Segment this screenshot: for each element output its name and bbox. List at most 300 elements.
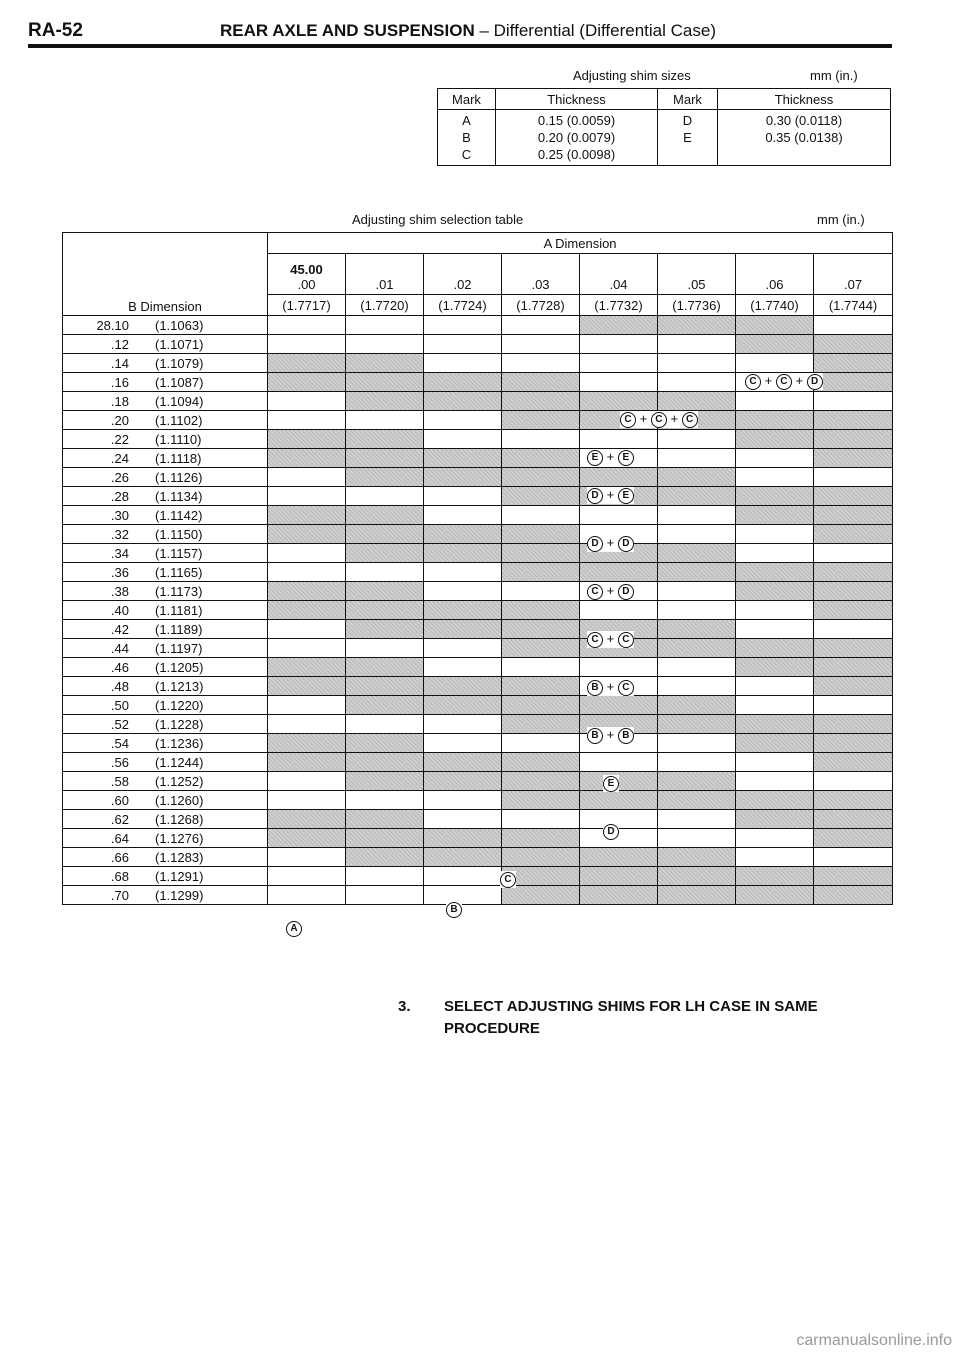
b-dimension-row xyxy=(63,601,893,620)
b-dimension-in: (1.1142) xyxy=(155,507,203,523)
b-dimension-row xyxy=(63,544,893,563)
shim-cell xyxy=(502,829,580,848)
shim-cell xyxy=(814,810,893,829)
shim-cell xyxy=(502,373,580,392)
shim-cell xyxy=(346,639,424,658)
shim-combination xyxy=(620,411,698,428)
a-dimension-column-mm xyxy=(736,254,814,295)
b-dimension-row xyxy=(63,867,893,886)
shim-thickness: 0.15 (0.0059) xyxy=(537,113,616,128)
shim-cell xyxy=(268,468,346,487)
shim-cell xyxy=(346,829,424,848)
b-dimension-mm: .54 xyxy=(110,735,129,751)
b-dimension-in: (1.1197) xyxy=(155,640,203,656)
b-dimension-in: (1.1079) xyxy=(155,355,204,371)
b-dimension-row xyxy=(63,430,893,449)
shim-cell xyxy=(658,468,736,487)
b-dimension-mm: .70 xyxy=(110,887,129,903)
shim-cell xyxy=(658,677,736,696)
shim-cell xyxy=(268,715,346,734)
shim-cell xyxy=(580,867,658,886)
shim-cell xyxy=(658,563,736,582)
shim-cell xyxy=(736,316,814,335)
shim-mark-circle: C xyxy=(587,584,603,600)
shim-cell xyxy=(814,392,893,411)
shim-cell xyxy=(580,335,658,354)
b-dimension-row xyxy=(63,354,893,373)
shim-cell xyxy=(658,810,736,829)
shim-cell xyxy=(580,601,658,620)
plus-sign: + xyxy=(603,583,618,598)
shim-cell xyxy=(502,411,580,430)
b-dimension-mm: .68 xyxy=(110,868,129,884)
shim-cell xyxy=(814,620,893,639)
plus-sign: + xyxy=(603,487,618,502)
b-dimension-row xyxy=(63,563,893,582)
shim-cell xyxy=(658,886,736,905)
shim-cell xyxy=(736,487,814,506)
header-thickness: Thickness xyxy=(496,89,658,110)
shim-cell xyxy=(424,734,502,753)
selection-table-unit: mm (in.) xyxy=(817,212,865,227)
b-dimension-value xyxy=(63,848,268,867)
shim-cell xyxy=(268,563,346,582)
shim-cell xyxy=(424,620,502,639)
shim-cell xyxy=(736,772,814,791)
b-dimension-mm: .64 xyxy=(110,830,129,846)
shim-mark: C xyxy=(461,147,472,162)
b-dimension-in: (1.1118) xyxy=(155,450,202,466)
shim-cell xyxy=(502,354,580,373)
b-dimension-value xyxy=(63,734,268,753)
shim-cell xyxy=(814,753,893,772)
shim-cell xyxy=(736,525,814,544)
shim-cell xyxy=(658,791,736,810)
b-dimension-mm: .66 xyxy=(110,849,129,865)
section-title-sub: – Differential (Differential Case) xyxy=(479,21,716,40)
shim-cell xyxy=(268,506,346,525)
b-dimension-row xyxy=(63,810,893,829)
plus-sign: + xyxy=(666,411,682,426)
b-dimension-value xyxy=(63,677,268,696)
shim-mark-circle: C xyxy=(618,680,634,696)
b-dimension-in: (1.1071) xyxy=(155,336,204,352)
a-dimension-column-mm xyxy=(268,254,346,295)
b-dimension-row xyxy=(63,677,893,696)
plus-sign: + xyxy=(603,535,618,550)
a-dimension-in: (1.7736) xyxy=(658,295,736,316)
shim-cell xyxy=(346,753,424,772)
shim-cell xyxy=(424,335,502,354)
header-mark: Mark xyxy=(438,89,496,110)
shim-mark-circle: C xyxy=(745,374,761,390)
shim-cell xyxy=(268,658,346,677)
b-dimension-row xyxy=(63,696,893,715)
shim-cell xyxy=(736,867,814,886)
shim-cell xyxy=(502,886,580,905)
b-dimension-in: (1.1173) xyxy=(155,583,203,599)
b-dimension-mm: .26 xyxy=(110,469,129,485)
a-dimension-mm: .03 xyxy=(531,277,550,292)
shim-cell xyxy=(736,753,814,772)
shim-cell xyxy=(658,525,736,544)
shim-cell xyxy=(346,810,424,829)
shim-cell xyxy=(502,506,580,525)
shim-cell xyxy=(814,335,893,354)
b-dimension-mm: .40 xyxy=(110,602,129,618)
thickness-column-right xyxy=(718,110,891,166)
shim-combination xyxy=(745,373,823,390)
shim-mark-circle: B xyxy=(587,728,603,744)
b-dimension-value xyxy=(63,316,268,335)
b-dimension-mm: .60 xyxy=(110,792,129,808)
b-dimension-row xyxy=(63,715,893,734)
shim-cell xyxy=(268,354,346,373)
b-dimension-in: (1.1220) xyxy=(155,697,204,713)
shim-combination xyxy=(587,583,634,600)
shim-cell xyxy=(658,639,736,658)
b-dimension-in: (1.1268) xyxy=(155,811,204,827)
shim-cell xyxy=(346,696,424,715)
shim-mark-circle: C xyxy=(587,632,603,648)
shim-cell xyxy=(658,506,736,525)
a-dimension-mm: .04 xyxy=(609,277,628,292)
shim-mark-circle: B xyxy=(446,902,462,918)
section-title xyxy=(220,21,716,41)
shim-cell xyxy=(736,506,814,525)
shim-cell xyxy=(424,848,502,867)
b-dimension-row xyxy=(63,411,893,430)
shim-cell xyxy=(658,582,736,601)
shim-cell xyxy=(502,601,580,620)
b-dimension-mm: .46 xyxy=(110,659,129,675)
shim-mark: A xyxy=(462,113,471,128)
shim-thickness: 0.30 (0.0118) xyxy=(765,113,843,128)
shim-mark-circle: E xyxy=(587,450,603,466)
shim-combination xyxy=(603,775,619,792)
shim-cell xyxy=(580,563,658,582)
plus-sign: + xyxy=(603,449,618,464)
shim-cell xyxy=(268,335,346,354)
shim-mark-circle: C xyxy=(776,374,792,390)
b-dimension-mm: .42 xyxy=(110,621,129,637)
section-title-main: REAR AXLE AND SUSPENSION xyxy=(220,21,475,40)
shim-cell xyxy=(424,810,502,829)
shim-cell xyxy=(814,848,893,867)
a-dimension-column-mm xyxy=(658,254,736,295)
b-dimension-value xyxy=(63,715,268,734)
shim-cell xyxy=(424,639,502,658)
shim-cell xyxy=(736,354,814,373)
shim-cell xyxy=(268,791,346,810)
shim-cell xyxy=(424,601,502,620)
shim-cell xyxy=(424,544,502,563)
b-dimension-value xyxy=(63,487,268,506)
b-dimension-row xyxy=(63,487,893,506)
shim-cell xyxy=(658,848,736,867)
shim-cell xyxy=(502,582,580,601)
shim-cell xyxy=(736,620,814,639)
shim-cell xyxy=(268,696,346,715)
b-dimension-mm: .12 xyxy=(110,336,129,352)
b-dimension-row xyxy=(63,658,893,677)
b-dimension-value xyxy=(63,791,268,810)
b-dimension-row xyxy=(63,734,893,753)
shim-cell xyxy=(424,772,502,791)
b-dimension-value xyxy=(63,696,268,715)
shim-sizes-table xyxy=(437,88,891,166)
a-dimension-mm: .00 xyxy=(297,277,316,292)
shim-cell xyxy=(424,791,502,810)
b-dimension-in: (1.1283) xyxy=(155,849,204,865)
shim-cell xyxy=(502,468,580,487)
shim-cell xyxy=(502,620,580,639)
shim-cell xyxy=(580,316,658,335)
shim-mark-circle: D xyxy=(618,584,634,600)
shim-cell xyxy=(502,449,580,468)
shim-mark-circle: B xyxy=(587,680,603,696)
shim-cell xyxy=(580,354,658,373)
b-dimension-in: (1.1228) xyxy=(155,716,204,732)
shim-cell xyxy=(346,848,424,867)
shim-cell xyxy=(814,544,893,563)
b-dimension-mm: .30 xyxy=(110,507,129,523)
shim-cell xyxy=(814,563,893,582)
shim-cell xyxy=(658,867,736,886)
shim-cell xyxy=(268,525,346,544)
b-dimension-in: (1.1244) xyxy=(155,754,204,770)
shim-cell xyxy=(580,886,658,905)
b-dimension-value xyxy=(63,563,268,582)
shim-cell xyxy=(502,772,580,791)
b-dimension-mm: .16 xyxy=(110,374,129,390)
shim-cell xyxy=(814,449,893,468)
shim-cell xyxy=(424,677,502,696)
shim-cell xyxy=(502,430,580,449)
shim-cell xyxy=(424,411,502,430)
plus-sign: + xyxy=(603,631,618,646)
shim-cell xyxy=(580,430,658,449)
shim-cell xyxy=(736,658,814,677)
shim-cell xyxy=(346,867,424,886)
b-dimension-value xyxy=(63,810,268,829)
shim-mark-circle: E xyxy=(603,776,619,792)
shim-cell xyxy=(502,316,580,335)
shim-cell xyxy=(346,563,424,582)
shim-cell xyxy=(736,411,814,430)
a-dimension-column-mm xyxy=(424,254,502,295)
b-dimension-row xyxy=(63,468,893,487)
a-dimension-in: (1.7744) xyxy=(814,295,893,316)
b-dimension-in: (1.1150) xyxy=(155,526,203,542)
b-dimension-rows xyxy=(63,316,893,905)
header-thickness: Thickness xyxy=(718,89,891,110)
b-dimension-in: (1.1134) xyxy=(155,488,203,504)
shim-cell xyxy=(268,734,346,753)
shim-cell xyxy=(502,734,580,753)
b-dimension-row xyxy=(63,639,893,658)
shim-cell xyxy=(268,867,346,886)
shim-cell xyxy=(580,696,658,715)
shim-cell xyxy=(502,810,580,829)
a-dimension-column-mm xyxy=(346,254,424,295)
b-dimension-mm: .18 xyxy=(110,393,129,409)
shim-cell xyxy=(502,392,580,411)
shim-cell xyxy=(658,487,736,506)
shim-cell xyxy=(346,544,424,563)
b-dimension-row xyxy=(63,620,893,639)
shim-cell xyxy=(502,753,580,772)
shim-cell xyxy=(424,449,502,468)
shim-cell xyxy=(346,677,424,696)
shim-cell xyxy=(580,392,658,411)
shim-cell xyxy=(346,411,424,430)
a-dimension-in: (1.7720) xyxy=(346,295,424,316)
shim-combination xyxy=(587,449,634,466)
b-dimension-mm: .32 xyxy=(110,526,129,542)
b-dimension-value xyxy=(63,506,268,525)
a-dimension-column-mm xyxy=(580,254,658,295)
plus-sign: + xyxy=(791,373,807,388)
shim-cell xyxy=(268,753,346,772)
a-dimension-in: (1.7717) xyxy=(268,295,346,316)
shim-cell xyxy=(736,715,814,734)
shim-cell xyxy=(736,601,814,620)
shim-cell xyxy=(346,392,424,411)
shim-cell xyxy=(814,373,893,392)
b-dimension-value xyxy=(63,620,268,639)
watermark: carmanualsonline.info xyxy=(796,1332,952,1349)
b-dimension-mm: .50 xyxy=(110,697,129,713)
b-dimension-value xyxy=(63,658,268,677)
b-dimension-in: (1.1236) xyxy=(155,735,204,751)
shim-cell xyxy=(424,582,502,601)
shim-cell xyxy=(268,487,346,506)
shim-cell xyxy=(346,601,424,620)
shim-cell xyxy=(502,544,580,563)
shim-cell xyxy=(658,601,736,620)
shim-cell xyxy=(658,544,736,563)
shim-combination xyxy=(286,920,302,937)
shim-cell xyxy=(424,753,502,772)
b-dimension-value xyxy=(63,449,268,468)
b-dimension-in: (1.1087) xyxy=(155,374,204,390)
shim-thickness: 0.35 (0.0138) xyxy=(765,130,843,145)
shim-mark-circle: A xyxy=(286,921,302,937)
shim-cell xyxy=(814,734,893,753)
shim-mark-circle: D xyxy=(618,536,634,552)
shim-cell xyxy=(268,829,346,848)
shim-mark: D xyxy=(682,113,693,128)
shim-mark-circle: D xyxy=(587,536,603,552)
shim-cell xyxy=(268,810,346,829)
shim-cell xyxy=(424,829,502,848)
shim-cell xyxy=(346,715,424,734)
shim-cell xyxy=(268,430,346,449)
plus-sign: + xyxy=(761,373,776,388)
shim-selection-table xyxy=(62,232,893,905)
shim-cell xyxy=(814,829,893,848)
shim-combination xyxy=(587,631,634,648)
shim-mark-circle: C xyxy=(682,412,698,428)
b-dimension-value xyxy=(63,411,268,430)
shim-cell xyxy=(736,430,814,449)
shim-cell xyxy=(736,392,814,411)
shim-cell xyxy=(814,886,893,905)
shim-cell xyxy=(502,696,580,715)
shim-cell xyxy=(346,525,424,544)
shim-cell xyxy=(346,430,424,449)
shim-cell xyxy=(346,354,424,373)
b-dimension-mm: .24 xyxy=(110,450,129,466)
shim-cell xyxy=(658,715,736,734)
shim-cell xyxy=(502,715,580,734)
shim-cell xyxy=(658,430,736,449)
shim-cell xyxy=(814,525,893,544)
page-header xyxy=(28,18,892,48)
shim-cell xyxy=(502,525,580,544)
mark-column-left xyxy=(438,110,496,166)
shim-cell xyxy=(424,392,502,411)
b-dimension-in: (1.1252) xyxy=(155,773,204,789)
shim-thickness: 0.20 (0.0079) xyxy=(537,130,616,145)
shim-cell xyxy=(268,411,346,430)
selection-table-caption: Adjusting shim selection table xyxy=(352,212,524,227)
shim-cell xyxy=(346,449,424,468)
a-dimension-mm: .01 xyxy=(375,277,394,292)
shim-cell xyxy=(736,449,814,468)
a-dimension-mm: .05 xyxy=(687,277,706,292)
plus-sign: + xyxy=(603,727,618,742)
b-dimension-row xyxy=(63,791,893,810)
shim-cell xyxy=(658,829,736,848)
shim-cell xyxy=(814,430,893,449)
a-dimension-column-mm xyxy=(814,254,893,295)
shim-cell xyxy=(346,772,424,791)
shim-cell xyxy=(346,373,424,392)
shim-combination xyxy=(500,871,516,888)
b-dimension-mm: .20 xyxy=(110,412,129,428)
step-number: 3. xyxy=(398,998,411,1015)
shim-cell xyxy=(424,487,502,506)
b-dimension-row xyxy=(63,829,893,848)
shim-cell xyxy=(658,753,736,772)
shim-cell xyxy=(580,658,658,677)
shim-cell xyxy=(502,487,580,506)
shim-cell xyxy=(814,601,893,620)
b-dimension-row xyxy=(63,886,893,905)
b-dimension-row xyxy=(63,335,893,354)
shim-cell xyxy=(736,734,814,753)
b-dimension-mm: .14 xyxy=(110,355,129,371)
shim-cell xyxy=(268,316,346,335)
plus-sign: + xyxy=(636,411,651,426)
shim-cell xyxy=(580,848,658,867)
b-dimension-row xyxy=(63,772,893,791)
b-dimension-in: (1.1102) xyxy=(155,412,203,428)
shim-cell xyxy=(424,316,502,335)
shim-cell xyxy=(268,848,346,867)
page-number: RA-52 xyxy=(28,20,83,41)
b-dimension-value xyxy=(63,601,268,620)
shim-cell xyxy=(814,639,893,658)
shim-cell xyxy=(658,658,736,677)
a-dimension-column-mm xyxy=(502,254,580,295)
a-dimension-in: (1.7728) xyxy=(502,295,580,316)
b-dimension-value xyxy=(63,886,268,905)
shim-combination xyxy=(603,823,619,840)
shim-cell xyxy=(268,392,346,411)
